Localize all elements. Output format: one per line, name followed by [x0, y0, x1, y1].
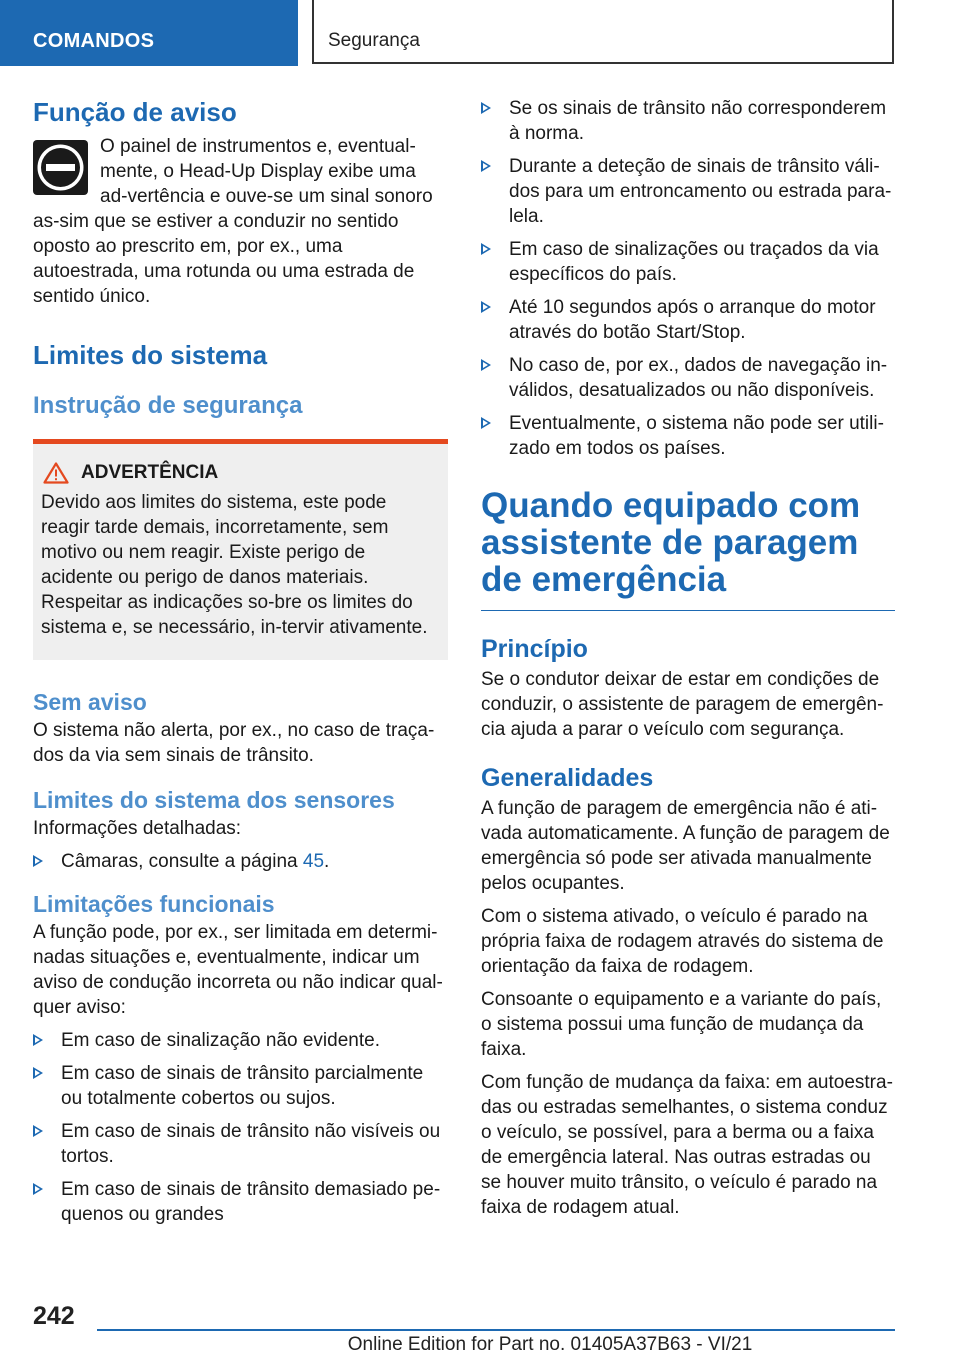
no-entry-sign-icon	[33, 140, 88, 195]
list-item	[481, 411, 895, 461]
list-item-text: Eventualmente, o sistema não pode ser utili-zado em todos os países.	[509, 413, 884, 459]
list-item-text: Em caso de sinalizações ou traçados da via específicos do país.	[509, 239, 879, 285]
list-item-text: Até 10 segundos após o arranque do motor através do botão Start/Stop.	[509, 297, 876, 343]
generalidades-paragraph: Com o sistema ativado, o veículo é parado na própria faixa de rodagem através do sistema de orientação da faixa de rodagem.	[481, 906, 884, 977]
list-item-text: No caso de, por ex., dados de navegação in-válidos, desatualizados ou não disponíveis.	[509, 355, 888, 401]
limitacoes-heading: Limitações funcionais	[33, 891, 275, 917]
bullet-triangle-icon	[481, 359, 491, 371]
sensores-item-prefix: Câmaras, consulte a página	[61, 851, 303, 872]
bullet-triangle-icon	[33, 1183, 43, 1195]
left-column	[33, 96, 448, 1235]
list-item	[481, 295, 895, 345]
list-item	[481, 353, 895, 403]
section-tab: COMANDOS	[0, 0, 298, 66]
instrucao-heading: Instrução de segurança	[33, 392, 303, 419]
list-item-text: Durante a deteção de sinais de trânsito váli-dos para um entroncamento ou estrada para-lela.	[509, 156, 892, 227]
right-column	[481, 96, 895, 1228]
warning-title	[41, 462, 440, 484]
edition-text: Online Edition for Part no. 01405A37B63 - VI/21	[347, 1334, 753, 1355]
list-item-text: Se os sinais de trânsito não corresponderem à norma.	[509, 98, 887, 144]
bullet-triangle-icon	[33, 1034, 43, 1046]
sem-aviso-heading: Sem aviso	[33, 689, 147, 715]
page-footer	[0, 1290, 960, 1362]
bullet-triangle-icon	[481, 160, 491, 172]
principio-text: Se o condutor deixar de estar em condições de conduzir, o assistente de paragem de emergên-cia ajuda a parar o veículo com segurança.	[481, 669, 884, 740]
bullet-triangle-icon	[481, 102, 491, 114]
warning-box	[33, 439, 448, 660]
bullet-triangle-icon	[33, 855, 43, 867]
sensores-heading: Limites do sistema dos sensores	[33, 787, 395, 813]
warning-text: Devido aos limites do sistema, este pode reagir tarde demais, incorretamente, sem motivo ou nem reagir. Existe perigo de acidente ou perigo de danos materiais. Respeitar as indicações so-bre os limites do sistema e, se necessário, in-tervir ativamente.	[41, 492, 428, 638]
page-number: 242	[33, 1302, 75, 1330]
list-item	[481, 154, 895, 229]
generalidades-paragraph: Com função de mudança da faixa: em autoestra-das ou estradas semelhantes, o sistema conduz o veículo, se possível, para a berma ou a faixa de emergência lateral. Nas outras estradas ou se houver muito trânsito, o veículo é parado na faixa de rodagem atual.	[481, 1072, 893, 1218]
sensores-list	[33, 849, 448, 874]
limitacoes-text: A função pode, por ex., ser limitada em determi-nadas situações e, eventualmente, indicar um aviso de condução incorreta ou não indicar qual-quer aviso:	[33, 922, 443, 1018]
chapter-tab: Segurança	[312, 0, 894, 64]
generalidades-paragraph: A função de paragem de emergência não é ati-vada automaticamente. A função de paragem de emergência só pode ser ativada manualmente pelos ocupantes.	[481, 798, 890, 894]
list-item	[33, 849, 448, 874]
list-item	[33, 1061, 448, 1111]
page-link[interactable]: 45	[302, 851, 325, 872]
bullet-triangle-icon	[33, 1125, 43, 1137]
generalidades-paragraph: Consoante o equipamento e a variante do país, o sistema possui uma função de mudança da faixa.	[481, 989, 882, 1060]
funcao-text: O painel de instrumentos e, eventual-mente, o Head-Up Display exibe uma ad-vertência e ouve-se um sinal sonoro as-sim que se estiver a conduzir no sentido oposto ao prescrito em, por ex., uma autoestrada, uma rotunda ou uma estrada de sentido único.	[33, 136, 433, 307]
funcao-block	[33, 134, 448, 317]
list-item	[33, 1028, 448, 1053]
list-item-text: Em caso de sinais de trânsito parcialmente ou totalmente cobertos ou sujos.	[61, 1063, 424, 1109]
limites-heading: Limites do sistema	[33, 340, 268, 370]
bullet-triangle-icon	[481, 417, 491, 429]
funcao-heading: Função de aviso	[33, 97, 237, 127]
sensores-item-suffix: .	[324, 851, 330, 872]
generalidades-heading: Generalidades	[481, 764, 654, 792]
footer-divider	[97, 1329, 895, 1331]
limitacoes-list-continued	[481, 96, 895, 461]
page-header	[0, 0, 960, 66]
principio-heading: Princípio	[481, 635, 588, 663]
main-heading: Quando equipado com assistente de paragem de emergência	[481, 487, 895, 611]
bullet-triangle-icon	[33, 1067, 43, 1079]
list-item-text: Em caso de sinalização não evidente.	[61, 1030, 380, 1051]
list-item	[481, 237, 895, 287]
bullet-triangle-icon	[481, 301, 491, 313]
limitacoes-list	[33, 1028, 448, 1227]
sensores-text: Informações detalhadas:	[33, 818, 242, 839]
warning-triangle-icon	[43, 462, 69, 484]
list-item	[481, 96, 895, 146]
warning-title-text: ADVERTÊNCIA	[81, 462, 219, 483]
list-item	[33, 1119, 448, 1169]
list-item	[33, 1177, 448, 1227]
list-item-text: Em caso de sinais de trânsito não visíveis ou tortos.	[61, 1121, 441, 1167]
bullet-triangle-icon	[481, 243, 491, 255]
list-item-text: Em caso de sinais de trânsito demasiado pe-quenos ou grandes	[61, 1179, 441, 1225]
sem-aviso-text: O sistema não alerta, por ex., no caso de traça-dos da via sem sinais de trânsito.	[33, 720, 435, 766]
